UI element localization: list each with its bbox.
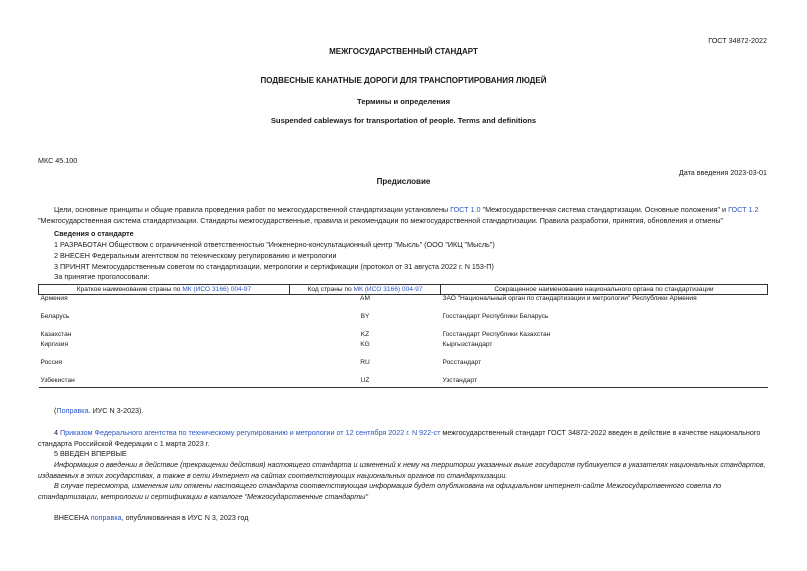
document-title-english: Suspended cableways for transportation of people. Terms and definitions	[270, 116, 537, 125]
item-introduced-first: 5 ВВЕДЕН ВПЕРВЫЕ	[54, 449, 127, 458]
table-row	[39, 313, 768, 323]
table-row	[39, 377, 768, 388]
gost-1-0-link[interactable]: ГОСТ 1.0	[450, 205, 481, 214]
table-row	[39, 295, 768, 306]
amendment-footer-link[interactable]: поправка	[90, 513, 122, 522]
foreword-text: "Межгосударственная система стандартизации. Основные положения" и	[480, 205, 729, 214]
item-enacted: 4 Приказом Федерального агентства по техническому регулированию и метрологии от 12 сентября 2022 г. N 922-ст межгосударственный стандарт ГОСТ 34872-2022 введен в действие в качестве национального стандарта Российской Федерации с 1 марта 2023 г.	[38, 428, 761, 448]
column-header-body: Сокращенное наименование национального органа по стандартизации	[441, 285, 768, 295]
code-cell: UZ	[290, 377, 441, 388]
country-cell: Киргизия	[40, 341, 69, 348]
body-cell: Госстандарт Республики Беларусь	[442, 313, 549, 320]
code-cell: AM	[360, 295, 370, 302]
column-header-code: Код страны по МК (ИСО 3166) 004-97	[290, 285, 441, 295]
standard-type: МЕЖГОСУДАРСТВЕННЫЙ СТАНДАРТ	[329, 47, 478, 56]
table-header-row	[39, 285, 768, 295]
item-submitted: 2 ВНЕСЕН Федеральным агентством по техническому регулированию и метрологии	[54, 251, 337, 260]
order-link[interactable]: Приказом Федерального агентства по техническому регулированию и метрологии от 12 сентября 2022 г. N 922-ст	[60, 428, 441, 437]
country-cell: Казахстан	[40, 331, 72, 338]
document-code: ГОСТ 34872-2022	[708, 36, 767, 45]
voted-label: За принятие проголосовали:	[54, 272, 150, 281]
body-cell: Госстандарт Республики Казахстан	[442, 331, 551, 338]
foreword-text: Цели, основные принципы и общие правила проведения работ по межгосударственной стандартизации установлены	[54, 205, 451, 214]
country-cell: Беларусь	[40, 313, 70, 320]
body-cell: ЗАО "Национальный орган по стандартизации и метрологии" Республики Армения	[442, 295, 697, 302]
document-subtitle: Термины и определения	[356, 97, 451, 106]
foreword-text: "Межгосударственная система стандартизации. Стандарты межгосударственные, правила и рекомендации по межгосударственной стандартизации. Правила разработки, принятия, обновления и отмены"	[38, 215, 724, 225]
mk-iso-3166-link[interactable]: МК (ИСО 3166) 004-97	[353, 286, 423, 293]
table-row	[39, 359, 768, 369]
country-cell: Россия	[40, 359, 63, 366]
column-header-country: Краткое наименование страны по МК (ИСО 3166) 004-97	[39, 285, 290, 295]
code-cell: KG	[360, 341, 370, 348]
country-cell: Узбекистан	[39, 377, 290, 388]
info-notice: Информация о введении в действие (прекращении действия) настоящего стандарта и изменений к нему на территории указанных выше государств публикуется в указателях национальных стандартов, издаваемых в этих государствах, а также в сети Интернет на сайтах соответствующих национальных органов по стандартизации.	[38, 460, 766, 480]
amendment-footer: ВНЕСЕНА поправка, опубликованная в ИУС N 3, 2023 год	[54, 513, 249, 522]
voting-countries-table	[38, 284, 768, 388]
mks-code: МКС 45.100	[38, 156, 78, 165]
item-developed: 1 РАЗРАБОТАН Обществом с ограниченной ответственностью "Инженерно-консультационный центр "Мысль" (ООО "ИКЦ "Мысль")	[54, 240, 495, 249]
item-adopted: 3 ПРИНЯТ Межгосударственным советом по стандартизации, метрологии и сертификации (протокол от 31 августа 2022 г. N 153-П)	[54, 262, 494, 271]
table-row	[39, 341, 768, 351]
code-cell: RU	[360, 359, 370, 366]
foreword-paragraph	[38, 205, 770, 226]
introduction-date: Дата введения 2023-03-01	[678, 168, 767, 177]
revision-notice: В случае пересмотра, изменения или отмены настоящего стандарта соответствующая информация будет опубликована на официальном интернет-сайте Межгосударственного совета по стандартизации, метрологии и сертификации в каталоге "Межгосударственные стандарты"	[38, 481, 722, 501]
amendment-note: (Поправка. ИУС N 3-2023).	[54, 406, 144, 415]
body-cell: Узстандарт	[441, 377, 768, 388]
document-title: ПОДВЕСНЫЕ КАНАТНЫЕ ДОРОГИ ДЛЯ ТРАНСПОРТИРОВАНИЯ ЛЮДЕЙ	[260, 76, 547, 85]
code-cell: KZ	[360, 331, 370, 338]
mk-iso-3166-link[interactable]: МК (ИСО 3166) 004-97	[182, 286, 252, 293]
body-cell: Росстандарт	[442, 359, 482, 366]
table-row	[39, 331, 768, 341]
foreword-heading: Предисловие	[376, 177, 431, 186]
amendment-link[interactable]: Поправка	[56, 406, 89, 415]
country-cell: Армения	[40, 295, 68, 302]
gost-1-2-link[interactable]: ГОСТ 1.2	[728, 205, 759, 214]
code-cell: BY	[360, 313, 370, 320]
body-cell: Кыргызстандарт	[442, 341, 493, 348]
standard-info-heading: Сведения о стандарте	[54, 229, 134, 238]
